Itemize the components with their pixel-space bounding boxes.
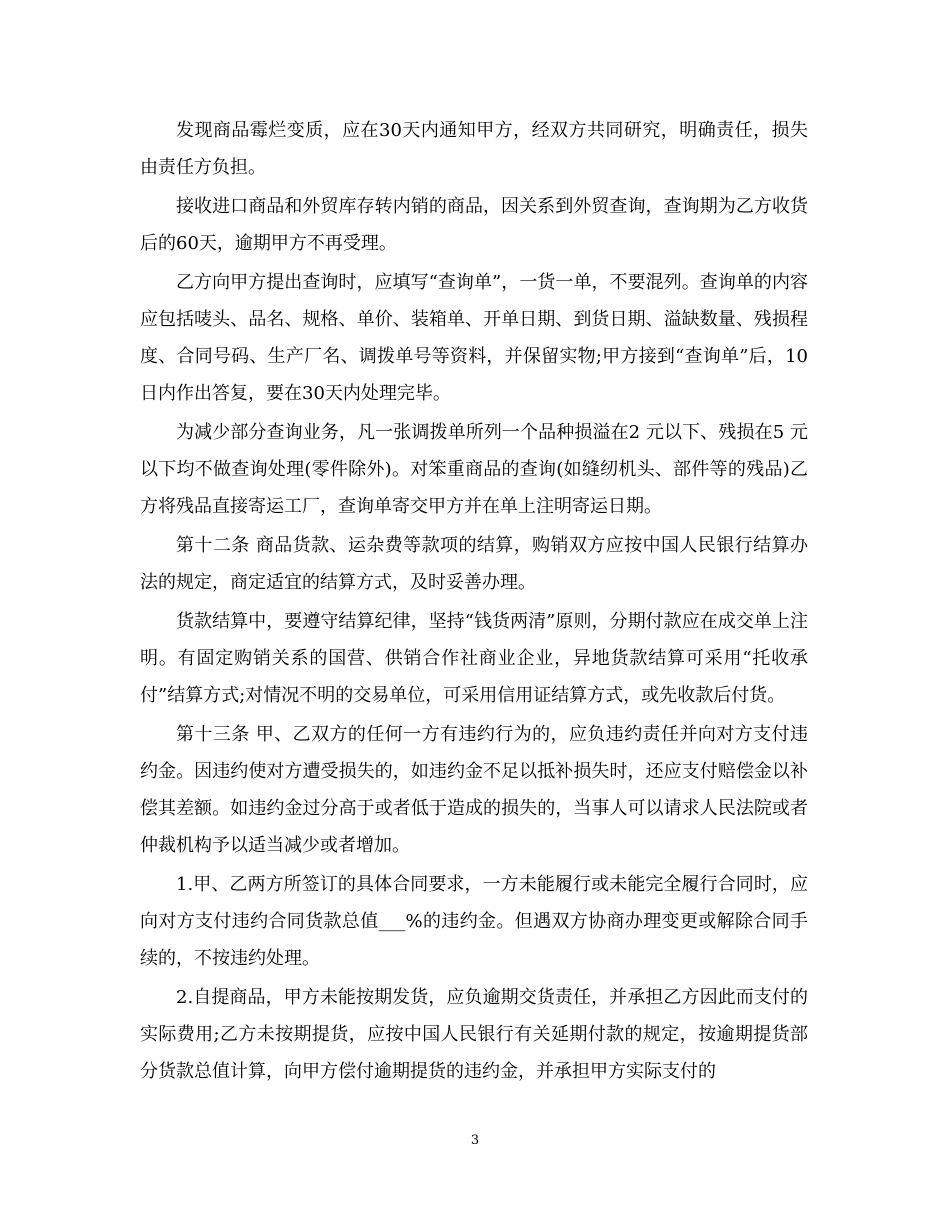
paragraph-spoilage-notice: 发现商品霉烂变质，应在30天内通知甲方，经双方共同研究，明确责任，损失由责任方负担。 <box>140 120 808 178</box>
paragraph-article-13: 第十三条 甲、乙双方的任何一方有违约行为的，应负违约责任并向对方支付违约金。因违约使对方遭受损失的，如违约金不足以抵补损失时，还应支付赔偿金以补偿其差额。如违约金过分高于或者低于造成的损失的，当事人可以请求人民法院或者仲裁机构予以适当减少或者增加。 <box>140 724 808 856</box>
paragraph-clause-1: 1.甲、乙两方所签订的具体合同要求，一方未能履行或未能完全履行合同时，应向对方支付违约合同货款总值___%的违约金。但遇双方协商办理变更或解除合同手续的，不按违约处理。 <box>140 874 808 969</box>
contract-body-text <box>140 112 808 1090</box>
paragraph-article-12: 第十二条 商品货款、运杂费等款项的结算，购销双方应按中国人民银行结算办法的规定，商定适宜的结算方式，及时妥善办理。 <box>140 535 808 593</box>
paragraph-inquiry-form: 乙方向甲方提出查询时，应填写“查询单”，一货一单，不要混列。查询单的内容应包括唛头、品名、规格、单价、装箱单、开单日期、到货日期、溢缺数量、残损程度、合同号码、生产厂名、调拨单号等资料，并保留实物;甲方接到“查询单”后，10日内作出答复，要在30天内处理完毕。 <box>140 272 808 404</box>
paragraph-inquiry-reduction: 为减少部分查询业务，凡一张调拨单所列一个品种损溢在2 元以下、残损在5 元以下均不做查询处理(零件除外)。对笨重商品的查询(如缝纫机头、部件等的残品)乙方将残品直接寄运工厂，查询单寄交甲方并在单上注明寄运日期。 <box>140 422 808 517</box>
paragraph-payment-settlement: 货款结算中，要遵守结算纪律，坚持“钱货两清”原则，分期付款应在成交单上注明。有固定购销关系的国营、供销合作社商业企业，异地货款结算可采用“托收承付”结算方式;对情况不明的交易单位，可采用信用证结算方式，或先收款后付货。 <box>140 611 808 706</box>
page-number: 3 <box>470 1133 480 1148</box>
paragraph-clause-2: 2.自提商品，甲方未能按期发货，应负逾期交货责任，并承担乙方因此而支付的实际费用;乙方未按期提货，应按中国人民银行有关延期付款的规定，按逾期提货部分货款总值计算，向甲方偿付逾期提货的违约金，并承担甲方实际支付的 <box>140 987 808 1082</box>
paragraph-import-goods-inquiry: 接收进口商品和外贸库存转内销的商品，因关系到外贸查询，查询期为乙方收货后的60天，逾期甲方不再受理。 <box>140 196 808 254</box>
